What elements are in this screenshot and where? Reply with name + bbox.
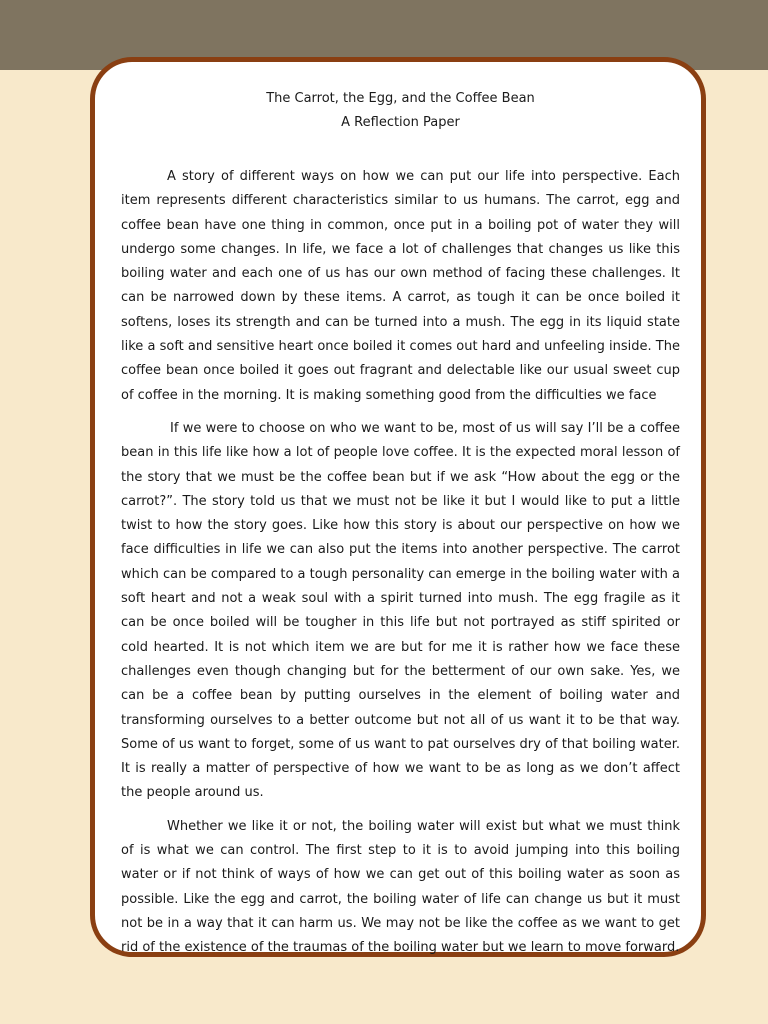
document-title: The Carrot, the Egg, and the Coffee Bean <box>266 91 535 106</box>
document-card <box>90 57 706 957</box>
document-body <box>121 62 680 961</box>
paragraph-2: If we were to choose on who we want to be, most of us will say I’ll be a coffee bean in this life like how a lot of people love coffee. It is the expected moral lesson of the story that we must be the coffee bean but if we ask “How about the egg or the carrot?”. The story told us that we must not be like it but I would like to put a little twist to how the story goes. Like how this story is about our perspective on how we face difficulties in life we can also put the items into another perspective. The carrot which can be compared to a tough personality can emerge in the boiling water with a soft heart and not a weak soul with a spirit turned into mush. The egg fragile as it can be once boiled will be tougher in this life but not portrayed as stiff spirited or cold hearted. It is not which item we are but for me it is rather how we face these challenges even though changing but for the betterment of our own sake. Yes, we can be a coffee bean by putting ourselves in the element of boiling water and transforming ourselves to a better outcome but not all of us want it to be that way. Some of us want to forget, some of us want to pat ourselves dry of that boiling water. It is really a matter of perspective of how we want to be as long as we don’t affect the people around us. <box>121 420 680 801</box>
document-subtitle: A Reflection Paper <box>341 115 460 130</box>
paragraph-1: A story of different ways on how we can put our life into perspective. Each item represents different characteristics similar to us humans. The carrot, egg and coffee bean have one thing in common, once put in a boiling pot of water they will undergo some changes. In life, we face a lot of challenges that changes us like this boiling water and each one of us has our own method of facing these challenges. It can be narrowed down by these items. A carrot, as tough it can be once boiled it softens, loses its strength and can be turned into a mush. The egg in its liquid state like a soft and sensitive heart once boiled it comes out hard and unfeeling inside. The coffee bean once boiled it goes out fragrant and delectable like our usual sweet cup of coffee in the morning. It is making something good from the difficulties we face <box>121 169 680 403</box>
title-block <box>121 87 680 135</box>
paragraph-3: Whether we like it or not, the boiling water will exist but what we must think of is what we can control. The first step to it is to avoid jumping into this boiling water or if not think of ways of how we can get out of this boiling water as soon as possible. Like the egg and carrot, the boiling water of life can change us but it must not be in a way that it can harm us. We may not be like the coffee as we want to get rid of the existence of the traumas of the boiling water but we learn to move forward. <box>121 818 680 956</box>
